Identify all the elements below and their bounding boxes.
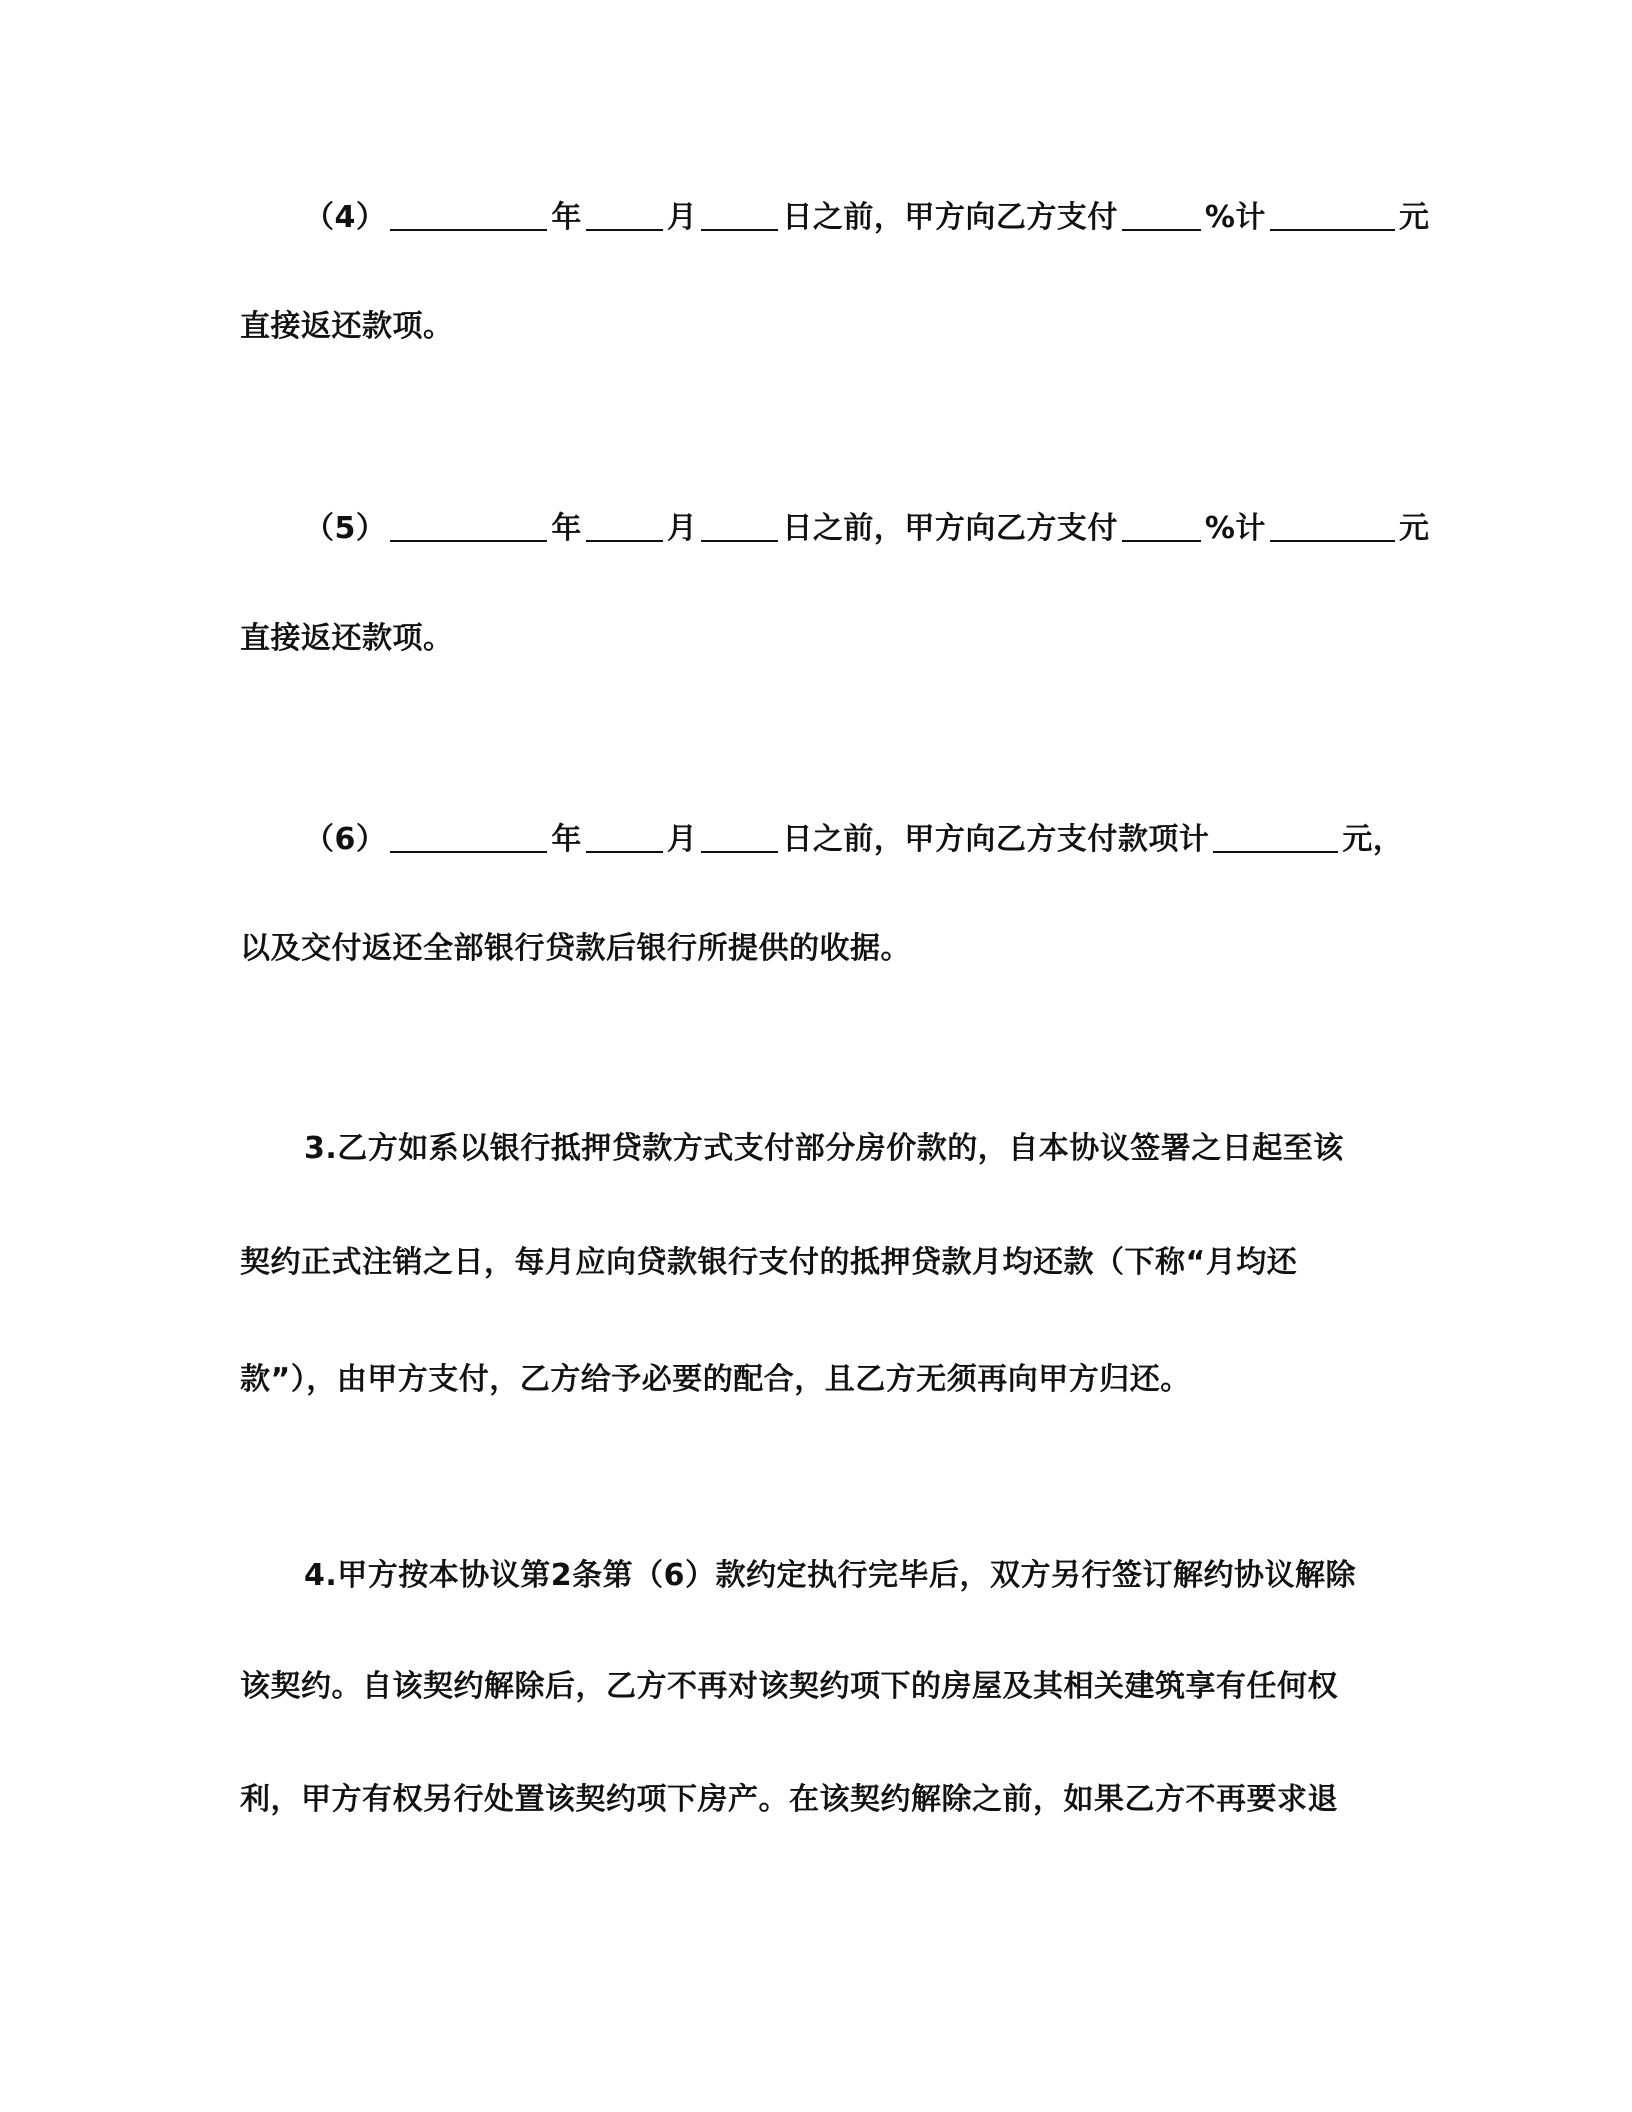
month-blank[interactable] (586, 199, 663, 231)
amount-blank[interactable] (1213, 821, 1338, 853)
clause-3-line-3: 款”），由甲方支付，乙方给予必要的配合，且乙方无须再向甲方归还。 (240, 1362, 1191, 1397)
item-number: （6） (304, 822, 387, 857)
item-6-line (304, 820, 1403, 860)
item-number: （5） (304, 511, 387, 546)
year-label: 年 (551, 511, 582, 546)
month-label: 月 (666, 511, 698, 546)
year-label: 年 (551, 200, 582, 235)
clause-4-line-2: 该契约。自该契约解除后，乙方不再对该契约项下的房屋及其相关建筑享有任何权 (240, 1669, 1338, 1704)
yuan-label: 元 (1398, 511, 1430, 546)
day-text: 日之前，甲方向乙方支付 (782, 200, 1118, 235)
percent-label: %计 (1204, 511, 1266, 546)
percent-blank[interactable] (1122, 199, 1201, 231)
item-4-line (304, 198, 1429, 238)
item-6-continuation: 以及交付返还全部银行贷款后银行所提供的收据。 (240, 931, 911, 966)
amount-blank[interactable] (1270, 199, 1395, 231)
clause-3-line-1: 3.乙方如系以银行抵押贷款方式支付部分房价款的，自本协议签署之日起至该 (304, 1131, 1344, 1166)
yuan-label: 元 (1398, 200, 1430, 235)
month-blank[interactable] (586, 821, 663, 853)
year-label: 年 (551, 822, 582, 857)
day-blank[interactable] (701, 821, 778, 853)
day-blank[interactable] (701, 510, 778, 542)
year-blank[interactable] (390, 199, 547, 231)
clause-3-line-2: 契约正式注销之日，每月应向贷款银行支付的抵押贷款月均还款（下称“月均还 (240, 1245, 1298, 1280)
clause-4-line-1: 4.甲方按本协议第2条第（6）款约定执行完毕后，双方另行签订解约协议解除 (304, 1558, 1357, 1593)
year-blank[interactable] (390, 510, 547, 542)
item-4-continuation: 直接返还款项。 (240, 309, 454, 344)
day-blank[interactable] (701, 199, 778, 231)
item-5-line (304, 509, 1429, 549)
clause-4-line-3: 利，甲方有权另行处置该契约项下房产。在该契约解除之前，如果乙方不再要求退 (240, 1782, 1338, 1817)
day-text: 日之前，甲方向乙方支付 (782, 511, 1118, 546)
percent-blank[interactable] (1122, 510, 1201, 542)
month-label: 月 (666, 822, 698, 857)
month-label: 月 (666, 200, 698, 235)
day-text: 日之前，甲方向乙方支付款项计 (782, 822, 1210, 857)
item-number: （4） (304, 200, 387, 235)
year-blank[interactable] (390, 821, 547, 853)
month-blank[interactable] (586, 510, 663, 542)
yuan-label: 元， (1342, 822, 1404, 857)
amount-blank[interactable] (1270, 510, 1395, 542)
percent-label: %计 (1204, 200, 1266, 235)
item-5-continuation: 直接返还款项。 (240, 621, 454, 656)
